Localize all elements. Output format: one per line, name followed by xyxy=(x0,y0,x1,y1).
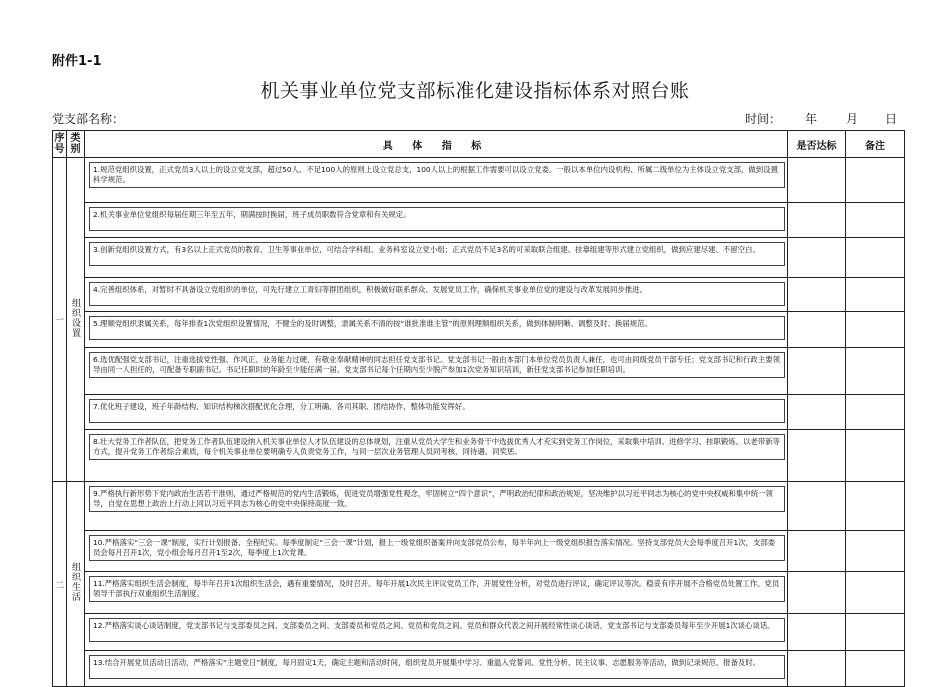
remark-cell[interactable] xyxy=(846,238,905,278)
compliance-cell[interactable] xyxy=(788,203,846,238)
indicator-text: 7.优化班子建设，班子年龄结构、知识结构梯次搭配优化合理，分工明确、各司其职、团结协作，整体功能发挥好。 xyxy=(89,399,785,423)
attachment-label: 附件1-1 xyxy=(52,54,102,69)
header-category: 类别 xyxy=(67,131,85,158)
indicator-cell xyxy=(85,312,788,348)
header-compliance: 是否达标 xyxy=(788,131,846,158)
remark-cell[interactable] xyxy=(846,651,905,687)
header-seq: 序号 xyxy=(53,131,67,158)
indicator-cell xyxy=(85,278,788,312)
indicator-cell xyxy=(85,614,788,651)
table-header-row xyxy=(53,131,905,158)
indicator-text: 2.机关事业单位党组织每届任期三年至五年，期满按时换届，班子成员职数符合党章和有关规定。 xyxy=(89,207,785,231)
compliance-cell[interactable] xyxy=(788,531,846,572)
indicator-text: 10.严格落实“三会一课”制度，实行计划报备、全程纪实。每季度制定“三会一课”计划，报上一级党组织备案并向支部党员公布，每半年向上一级党组织报告落实情况。坚持支部党员大会每季度召开1次，支部委员会每月召开1次，党小组会每月召开1至2次，每季度上1次党课。 xyxy=(89,535,785,561)
section-category xyxy=(67,158,85,482)
indicator-text: 1.规范党组织设置，正式党员3人以上的设立党支部，超过50人、不足100人的原则上设立党总支，100人以上的根据工作需要可以设立党委。一般以本单位内设机构、所属二级单位为主体设立党支部，做到设置科学规范。 xyxy=(89,162,785,188)
compliance-cell[interactable] xyxy=(788,430,846,482)
remark-cell[interactable] xyxy=(846,430,905,482)
indicator-text: 11.严格落实组织生活会制度，每半年召开1次组织生活会，遇有重要情况，及时召开。每年开展1次民主评议党员工作，开展党性分析，对党员进行评议，确定评议等次。稳妥有序开展不合格党员处置工作。党员领导干部执行双重组织生活制度。 xyxy=(89,576,785,602)
remark-cell[interactable] xyxy=(846,312,905,348)
indicator-cell xyxy=(85,430,788,482)
table-row xyxy=(53,651,905,687)
compliance-cell[interactable] xyxy=(788,312,846,348)
remark-cell[interactable] xyxy=(846,572,905,614)
indicator-cell xyxy=(85,651,788,687)
table-row xyxy=(53,430,905,482)
remark-cell[interactable] xyxy=(846,203,905,238)
remark-cell[interactable] xyxy=(846,278,905,312)
header-remark: 备注 xyxy=(846,131,905,158)
compliance-cell[interactable] xyxy=(788,395,846,430)
indicator-text: 5.理顺党组织隶属关系，每年排查1次党组织设置情况，不健全的及时调整，隶属关系不清的按“谁批准谁主管”的原则理顺组织关系，做到体制明晰、调整及时、换届规范。 xyxy=(89,316,785,340)
table-row xyxy=(53,158,905,203)
page-title: 机关事业单位党支部标准化建设指标体系对照台账 xyxy=(260,80,690,102)
table-row xyxy=(53,348,905,395)
compliance-cell[interactable] xyxy=(788,278,846,312)
compliance-cell[interactable] xyxy=(788,614,846,651)
compliance-cell[interactable] xyxy=(788,572,846,614)
day-label: 日 xyxy=(885,112,898,126)
indicator-cell xyxy=(85,348,788,395)
time-label: 时间： xyxy=(745,112,782,126)
remark-cell[interactable] xyxy=(846,531,905,572)
indicator-cell xyxy=(85,572,788,614)
section-category xyxy=(67,482,85,687)
indicator-text: 8.壮大党务工作者队伍，把党务工作者队伍建设纳入机关事业单位人才队伍建设的总体规划，注重从党员大学生和业务骨干中选拔优秀人才充实到党务工作岗位，采取集中培训、进修学习、挂职锻炼、以老带新等方式，提升党务工作者综合素质，每个机关事业单位要明确专人负责党务工作，与同一层次业务管理人员同考核、同待遇、同奖惩。 xyxy=(89,434,785,460)
indicator-text: 12.严格落实谈心谈话制度，党支部书记与支部委员之间、支部委员之间、支部委员和党员之间、党员和党员之间、党员和群众代表之间开展经常性谈心谈话，党支部书记与支部委员每年至少开展1次谈心谈话。 xyxy=(89,618,785,642)
indicator-text: 13.结合开展党员活动日活动，严格落实“主题党日”制度，每月固定1天，确定主题和活动时间，组织党员开展集中学习、重温入党誓词、党性分析、民主议事、志愿服务等活动，做到记录规范、报备及时。 xyxy=(89,655,785,679)
branch-name-label: 党支部名称： xyxy=(52,112,125,126)
section-category-label: 组织设置 xyxy=(70,297,80,338)
remark-cell[interactable] xyxy=(846,482,905,531)
table-row xyxy=(53,395,905,430)
table-row xyxy=(53,572,905,614)
remark-cell[interactable] xyxy=(846,348,905,395)
table-row xyxy=(53,312,905,348)
compliance-cell[interactable] xyxy=(788,158,846,203)
section-category-label: 组织生活 xyxy=(70,562,80,602)
compliance-cell[interactable] xyxy=(788,348,846,395)
section-index: 一 xyxy=(53,158,67,482)
compliance-cell[interactable] xyxy=(788,482,846,531)
table-row xyxy=(53,203,905,238)
section-index: 二 xyxy=(53,482,67,687)
month-label: 月 xyxy=(846,112,859,126)
table-row xyxy=(53,531,905,572)
indicator-cell xyxy=(85,482,788,531)
table-row xyxy=(53,614,905,651)
year-label: 年 xyxy=(805,112,818,126)
remark-cell[interactable] xyxy=(846,158,905,203)
table-row xyxy=(53,278,905,312)
remark-cell[interactable] xyxy=(846,395,905,430)
table-row xyxy=(53,238,905,278)
remark-cell[interactable] xyxy=(846,614,905,651)
indicator-cell xyxy=(85,395,788,430)
compliance-cell[interactable] xyxy=(788,651,846,687)
indicator-text: 6.选优配强党支部书记，注重选拔党性强、作风正、业务能力过硬、有敬业奉献精神的同志担任党支部书记。党支部书记一般由本部门本单位党员负责人兼任，也可由同级党员干部专任；党支部书记和行政主要领导由同一人担任的，可配备专职副书记。书记任职时的年龄至少能任满一届。党支部书记每个任期内至少脱产参加1次党务知识培训，新任党支部书记参加任职培训。 xyxy=(89,352,785,378)
indicator-table xyxy=(52,130,905,687)
indicator-cell xyxy=(85,158,788,203)
indicator-cell xyxy=(85,531,788,572)
compliance-cell[interactable] xyxy=(788,238,846,278)
header-indicator: 具 体 指 标 xyxy=(85,131,788,158)
indicator-cell xyxy=(85,203,788,238)
indicator-cell xyxy=(85,238,788,278)
indicator-text: 4.完善组织体系，对暂时不具备设立党组织的单位，可先行建立工青妇等群团组织，积极做好联系群众、发展党员工作，确保机关事业单位党的建设与改革发展同步推进。 xyxy=(89,282,785,306)
table-row xyxy=(53,482,905,531)
indicator-text: 3.创新党组织设置方式，有3名以上正式党员的教育、卫生等事业单位，可结合学科组、业务科室设立党小组；正式党员不足3名的可采取联合组建、挂靠组建等形式建立党组织，做到应建尽建、不留空白。 xyxy=(89,242,785,266)
indicator-text: 9.严格执行新形势下党内政治生活若干准则，通过严格规范的党内生活锻炼，促进党员增强党性观念，牢固树立“四个意识”，严明政治纪律和政治规矩，坚决维护以习近平同志为核心的党中央权威和集中统一领导，自觉在思想上政治上行动上同以习近平同志为核心的党中央保持高度一致。 xyxy=(89,486,785,512)
